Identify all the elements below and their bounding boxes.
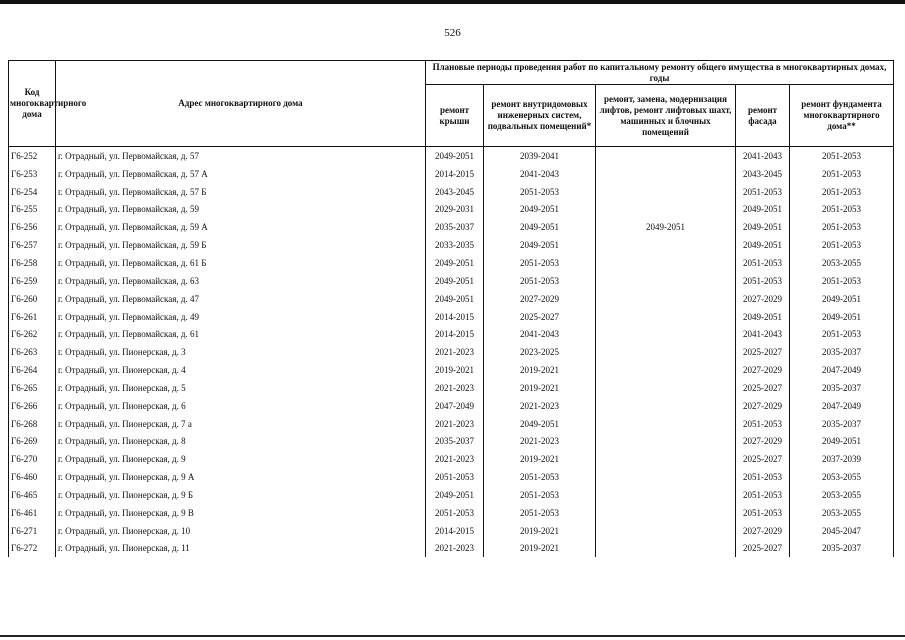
repair-schedule-table bbox=[8, 60, 894, 557]
cell-internal-systems: 2051-2053 bbox=[484, 183, 596, 201]
cell-address: г. Отрадный, ул. Первомайская, д. 57 bbox=[56, 147, 426, 165]
table-row bbox=[9, 183, 894, 201]
cell-code: Г6-264 bbox=[9, 361, 56, 379]
cell-roof: 2021-2023 bbox=[426, 450, 484, 468]
cell-foundation: 2037-2039 bbox=[790, 450, 894, 468]
table-row bbox=[9, 504, 894, 522]
cell-internal-systems: 2051-2053 bbox=[484, 486, 596, 504]
table-row bbox=[9, 165, 894, 183]
cell-facade: 2025-2027 bbox=[736, 343, 790, 361]
cell-address: г. Отрадный, ул. Пионерская, д. 4 bbox=[56, 361, 426, 379]
cell-lifts bbox=[596, 254, 736, 272]
header-facade: ремонт фасада bbox=[736, 85, 790, 147]
cell-facade: 2051-2053 bbox=[736, 486, 790, 504]
table-row bbox=[9, 147, 894, 165]
table-row bbox=[9, 201, 894, 219]
table-row bbox=[9, 486, 894, 504]
cell-lifts bbox=[596, 201, 736, 219]
cell-address: г. Отрадный, ул. Первомайская, д. 49 bbox=[56, 308, 426, 326]
page-number: 526 bbox=[444, 27, 461, 39]
cell-lifts bbox=[596, 486, 736, 504]
header-code: Код многоквартирного дома bbox=[9, 61, 56, 147]
cell-address: г. Отрадный, ул. Первомайская, д. 61 bbox=[56, 325, 426, 343]
table-row bbox=[9, 361, 894, 379]
cell-foundation: 2049-2051 bbox=[790, 290, 894, 308]
cell-roof: 2051-2053 bbox=[426, 468, 484, 486]
table-header bbox=[9, 61, 894, 147]
cell-code: Г6-271 bbox=[9, 522, 56, 540]
cell-foundation: 2049-2051 bbox=[790, 308, 894, 326]
cell-lifts bbox=[596, 540, 736, 558]
table-row bbox=[9, 236, 894, 254]
cell-code: Г6-260 bbox=[9, 290, 56, 308]
header-address: Адрес многоквартирного дома bbox=[56, 61, 426, 147]
cell-internal-systems: 2049-2051 bbox=[484, 415, 596, 433]
cell-facade: 2025-2027 bbox=[736, 379, 790, 397]
header-lifts: ремонт, замена, модернизация лифтов, ремонт лифтовых шахт, машинных и блочных помещений bbox=[596, 85, 736, 147]
cell-address: г. Отрадный, ул. Первомайская, д. 61 Б bbox=[56, 254, 426, 272]
cell-facade: 2051-2053 bbox=[736, 254, 790, 272]
table-row bbox=[9, 415, 894, 433]
cell-facade: 2049-2051 bbox=[736, 201, 790, 219]
cell-lifts bbox=[596, 468, 736, 486]
header-roof: ремонт крыши bbox=[426, 85, 484, 147]
cell-roof: 2049-2051 bbox=[426, 147, 484, 165]
cell-lifts bbox=[596, 450, 736, 468]
cell-address: г. Отрадный, ул. Первомайская, д. 59 bbox=[56, 201, 426, 219]
cell-roof: 2035-2037 bbox=[426, 218, 484, 236]
cell-roof: 2051-2053 bbox=[426, 504, 484, 522]
cell-foundation: 2051-2053 bbox=[790, 325, 894, 343]
cell-facade: 2051-2053 bbox=[736, 183, 790, 201]
cell-roof: 2014-2015 bbox=[426, 308, 484, 326]
cell-facade: 2027-2029 bbox=[736, 361, 790, 379]
cell-internal-systems: 2051-2053 bbox=[484, 504, 596, 522]
cell-lifts bbox=[596, 379, 736, 397]
cell-internal-systems: 2051-2053 bbox=[484, 254, 596, 272]
header-internal-systems: ремонт внутридомовых инженерных систем, подвальных помещений* bbox=[484, 85, 596, 147]
cell-roof: 2043-2045 bbox=[426, 183, 484, 201]
cell-lifts bbox=[596, 272, 736, 290]
cell-address: г. Отрадный, ул. Первомайская, д. 59 Б bbox=[56, 236, 426, 254]
cell-lifts bbox=[596, 343, 736, 361]
cell-internal-systems: 2049-2051 bbox=[484, 201, 596, 219]
cell-foundation: 2051-2053 bbox=[790, 147, 894, 165]
table-row bbox=[9, 450, 894, 468]
cell-code: Г6-461 bbox=[9, 504, 56, 522]
table-row bbox=[9, 397, 894, 415]
cell-code: Г6-263 bbox=[9, 343, 56, 361]
cell-address: г. Отрадный, ул. Пионерская, д. 5 bbox=[56, 379, 426, 397]
cell-code: Г6-270 bbox=[9, 450, 56, 468]
cell-code: Г6-265 bbox=[9, 379, 56, 397]
cell-foundation: 2049-2051 bbox=[790, 433, 894, 451]
cell-facade: 2051-2053 bbox=[736, 504, 790, 522]
cell-address: г. Отрадный, ул. Пионерская, д. 10 bbox=[56, 522, 426, 540]
cell-lifts bbox=[596, 236, 736, 254]
cell-foundation: 2047-2049 bbox=[790, 397, 894, 415]
cell-facade: 2051-2053 bbox=[736, 415, 790, 433]
cell-code: Г6-253 bbox=[9, 165, 56, 183]
cell-code: Г6-269 bbox=[9, 433, 56, 451]
cell-address: г. Отрадный, ул. Пионерская, д. 9 Б bbox=[56, 486, 426, 504]
cell-address: г. Отрадный, ул. Пионерская, д. 11 bbox=[56, 540, 426, 558]
table-row bbox=[9, 379, 894, 397]
cell-roof: 2029-2031 bbox=[426, 201, 484, 219]
cell-foundation: 2051-2053 bbox=[790, 218, 894, 236]
cell-facade: 2027-2029 bbox=[736, 290, 790, 308]
table-row bbox=[9, 254, 894, 272]
cell-code: Г6-255 bbox=[9, 201, 56, 219]
cell-internal-systems: 2049-2051 bbox=[484, 218, 596, 236]
cell-address: г. Отрадный, ул. Пионерская, д. 9 bbox=[56, 450, 426, 468]
top-rule bbox=[0, 0, 905, 4]
cell-foundation: 2053-2055 bbox=[790, 504, 894, 522]
cell-internal-systems: 2041-2043 bbox=[484, 325, 596, 343]
cell-foundation: 2035-2037 bbox=[790, 540, 894, 558]
cell-facade: 2041-2043 bbox=[736, 147, 790, 165]
cell-internal-systems: 2051-2053 bbox=[484, 468, 596, 486]
cell-lifts bbox=[596, 504, 736, 522]
cell-roof: 2021-2023 bbox=[426, 343, 484, 361]
cell-internal-systems: 2019-2021 bbox=[484, 379, 596, 397]
cell-address: г. Отрадный, ул. Первомайская, д. 59 А bbox=[56, 218, 426, 236]
cell-foundation: 2053-2055 bbox=[790, 486, 894, 504]
cell-code: Г6-259 bbox=[9, 272, 56, 290]
cell-code: Г6-257 bbox=[9, 236, 56, 254]
table-row bbox=[9, 290, 894, 308]
cell-facade: 2051-2053 bbox=[736, 272, 790, 290]
cell-foundation: 2045-2047 bbox=[790, 522, 894, 540]
cell-facade: 2027-2029 bbox=[736, 397, 790, 415]
header-periods-group: Плановые периоды проведения работ по капитальному ремонту общего имущества в многоквартирных домах, годы bbox=[426, 61, 894, 85]
table-body bbox=[9, 147, 894, 558]
cell-lifts bbox=[596, 183, 736, 201]
table-row bbox=[9, 433, 894, 451]
cell-lifts bbox=[596, 290, 736, 308]
cell-roof: 2019-2021 bbox=[426, 361, 484, 379]
cell-code: Г6-262 bbox=[9, 325, 56, 343]
cell-internal-systems: 2019-2021 bbox=[484, 522, 596, 540]
cell-roof: 2035-2037 bbox=[426, 433, 484, 451]
cell-internal-systems: 2025-2027 bbox=[484, 308, 596, 326]
cell-address: г. Отрадный, ул. Пионерская, д. 9 А bbox=[56, 468, 426, 486]
cell-lifts bbox=[596, 433, 736, 451]
cell-address: г. Отрадный, ул. Первомайская, д. 63 bbox=[56, 272, 426, 290]
cell-internal-systems: 2021-2023 bbox=[484, 433, 596, 451]
cell-address: г. Отрадный, ул. Пионерская, д. 3 bbox=[56, 343, 426, 361]
cell-foundation: 2051-2053 bbox=[790, 201, 894, 219]
cell-internal-systems: 2019-2021 bbox=[484, 361, 596, 379]
cell-address: г. Отрадный, ул. Пионерская, д. 8 bbox=[56, 433, 426, 451]
cell-foundation: 2035-2037 bbox=[790, 379, 894, 397]
cell-foundation: 2047-2049 bbox=[790, 361, 894, 379]
cell-lifts bbox=[596, 522, 736, 540]
cell-address: г. Отрадный, ул. Первомайская, д. 57 А bbox=[56, 165, 426, 183]
cell-address: г. Отрадный, ул. Первомайская, д. 57 Б bbox=[56, 183, 426, 201]
cell-code: Г6-272 bbox=[9, 540, 56, 558]
cell-internal-systems: 2041-2043 bbox=[484, 165, 596, 183]
cell-internal-systems: 2051-2053 bbox=[484, 272, 596, 290]
table-row bbox=[9, 218, 894, 236]
table-row bbox=[9, 468, 894, 486]
cell-roof: 2049-2051 bbox=[426, 272, 484, 290]
cell-lifts bbox=[596, 165, 736, 183]
cell-internal-systems: 2021-2023 bbox=[484, 397, 596, 415]
cell-internal-systems: 2023-2025 bbox=[484, 343, 596, 361]
cell-address: г. Отрадный, ул. Первомайская, д. 47 bbox=[56, 290, 426, 308]
cell-lifts bbox=[596, 308, 736, 326]
cell-internal-systems: 2049-2051 bbox=[484, 236, 596, 254]
cell-lifts bbox=[596, 397, 736, 415]
cell-internal-systems: 2019-2021 bbox=[484, 540, 596, 558]
cell-code: Г6-268 bbox=[9, 415, 56, 433]
header-foundation: ремонт фундамента многоквартирного дома** bbox=[790, 85, 894, 147]
cell-foundation: 2035-2037 bbox=[790, 415, 894, 433]
cell-code: Г6-460 bbox=[9, 468, 56, 486]
cell-lifts bbox=[596, 361, 736, 379]
cell-address: г. Отрадный, ул. Пионерская, д. 6 bbox=[56, 397, 426, 415]
cell-facade: 2049-2051 bbox=[736, 218, 790, 236]
cell-code: Г6-256 bbox=[9, 218, 56, 236]
cell-facade: 2043-2045 bbox=[736, 165, 790, 183]
cell-facade: 2049-2051 bbox=[736, 236, 790, 254]
table-row bbox=[9, 325, 894, 343]
cell-foundation: 2053-2055 bbox=[790, 468, 894, 486]
cell-facade: 2041-2043 bbox=[736, 325, 790, 343]
cell-facade: 2027-2029 bbox=[736, 522, 790, 540]
cell-lifts bbox=[596, 147, 736, 165]
cell-foundation: 2051-2053 bbox=[790, 236, 894, 254]
table-row bbox=[9, 343, 894, 361]
cell-address: г. Отрадный, ул. Пионерская, д. 7 а bbox=[56, 415, 426, 433]
cell-internal-systems: 2039-2041 bbox=[484, 147, 596, 165]
cell-facade: 2027-2029 bbox=[736, 433, 790, 451]
cell-facade: 2025-2027 bbox=[736, 540, 790, 558]
cell-facade: 2025-2027 bbox=[736, 450, 790, 468]
cell-roof: 2033-2035 bbox=[426, 236, 484, 254]
cell-roof: 2014-2015 bbox=[426, 522, 484, 540]
cell-roof: 2021-2023 bbox=[426, 379, 484, 397]
cell-roof: 2014-2015 bbox=[426, 325, 484, 343]
cell-code: Г6-254 bbox=[9, 183, 56, 201]
cell-roof: 2049-2051 bbox=[426, 486, 484, 504]
cell-foundation: 2051-2053 bbox=[790, 183, 894, 201]
cell-roof: 2014-2015 bbox=[426, 165, 484, 183]
table-row bbox=[9, 272, 894, 290]
cell-roof: 2049-2051 bbox=[426, 290, 484, 308]
cell-lifts bbox=[596, 325, 736, 343]
cell-address: г. Отрадный, ул. Пионерская, д. 9 В bbox=[56, 504, 426, 522]
cell-code: Г6-258 bbox=[9, 254, 56, 272]
table-row bbox=[9, 308, 894, 326]
cell-facade: 2051-2053 bbox=[736, 468, 790, 486]
cell-foundation: 2053-2055 bbox=[790, 254, 894, 272]
cell-internal-systems: 2019-2021 bbox=[484, 450, 596, 468]
cell-facade: 2049-2051 bbox=[736, 308, 790, 326]
cell-code: Г6-252 bbox=[9, 147, 56, 165]
cell-code: Г6-266 bbox=[9, 397, 56, 415]
cell-code: Г6-261 bbox=[9, 308, 56, 326]
cell-roof: 2047-2049 bbox=[426, 397, 484, 415]
bottom-rule bbox=[0, 635, 905, 637]
cell-code: Г6-465 bbox=[9, 486, 56, 504]
cell-foundation: 2051-2053 bbox=[790, 272, 894, 290]
table-row bbox=[9, 540, 894, 558]
cell-foundation: 2035-2037 bbox=[790, 343, 894, 361]
cell-lifts bbox=[596, 415, 736, 433]
table-row bbox=[9, 522, 894, 540]
cell-roof: 2021-2023 bbox=[426, 415, 484, 433]
cell-foundation: 2051-2053 bbox=[790, 165, 894, 183]
cell-roof: 2049-2051 bbox=[426, 254, 484, 272]
cell-roof: 2021-2023 bbox=[426, 540, 484, 558]
cell-internal-systems: 2027-2029 bbox=[484, 290, 596, 308]
cell-lifts: 2049-2051 bbox=[596, 218, 736, 236]
